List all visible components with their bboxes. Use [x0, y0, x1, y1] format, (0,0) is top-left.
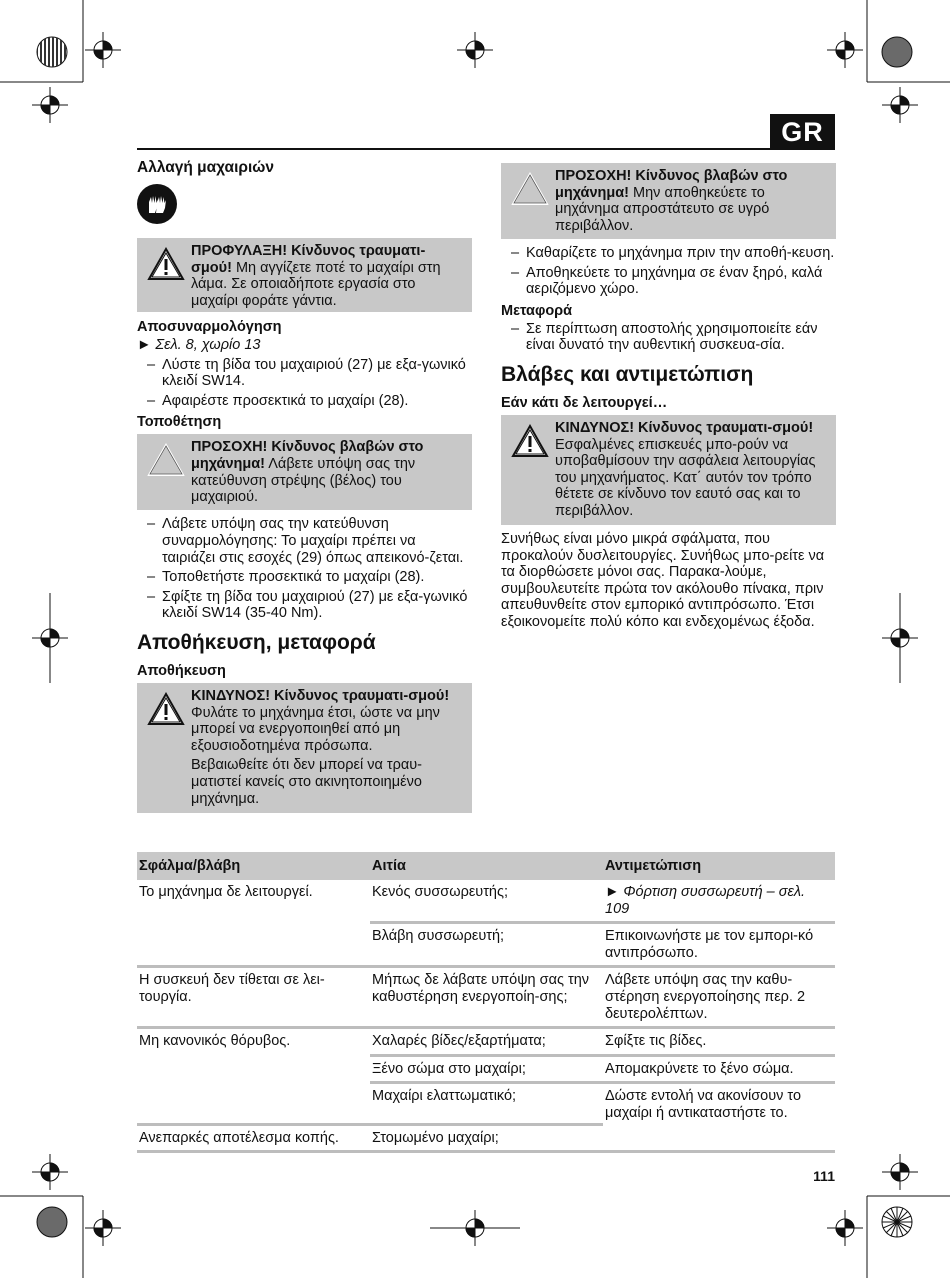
cell-remedy: ► Φόρτιση συσσωρευτή – σελ. 109	[603, 880, 835, 924]
cell-remedy: Επικοινωνήστε με τον εμπορι-κό αντιπρόσωπο.	[603, 924, 835, 968]
cell-fault: Η συσκευή δεν τίθεται σε λει-τουργία.	[137, 968, 370, 1029]
cell-cause: Ξένο σώμα στο μαχαίρι;	[370, 1057, 603, 1085]
warning-box-injury	[137, 238, 472, 312]
warning-title: ΠΡΟΣΟΧΗ! Κίνδυνος βλαβών στο μηχάνημα!	[191, 439, 424, 472]
cell-remedy: Απομακρύνετε το ξένο σώμα.	[603, 1057, 835, 1085]
warning-text: Φυλάτε το μηχάνημα έτσι, ώστε να μην μπορεί να ενεργοποιηθεί από μη εξουσιοδοτημένα πρόσωπα.	[191, 704, 440, 754]
cell-fault	[137, 1057, 370, 1085]
troubleshooting-table	[137, 852, 835, 1153]
gloves-icon	[137, 184, 177, 224]
table-row	[137, 1084, 835, 1125]
transport-steps	[501, 321, 836, 354]
warning-title: ΠΡΟΣΟΧΗ! Κίνδυνος βλαβών στο μηχάνημα!	[555, 168, 788, 201]
cell-fault	[137, 924, 370, 968]
header-remedy: Αντιμετώπιση	[605, 857, 702, 874]
list-item: – Καθαρίζετε το μηχάνημα πριν την αποθή-κευση.	[501, 245, 836, 262]
cell-cause: Χαλαρές βίδες/εξαρτήματα;	[370, 1029, 603, 1057]
heading-transport: Μεταφορά	[501, 302, 573, 319]
cell-cause: Στομωμένο μαχαίρι;	[370, 1126, 603, 1154]
cell-cause: Κενός συσσωρευτής;	[370, 880, 603, 924]
list-item: – Λύστε τη βίδα του μαχαιριού (27) με εξα-γωνικό κλειδί SW14.	[137, 357, 472, 390]
right-column	[501, 163, 836, 631]
cell-fault	[137, 1084, 370, 1125]
heading-storage: Αποθήκευση	[137, 662, 226, 679]
list-item: – Αφαιρέστε προσεκτικά το μαχαίρι (28).	[137, 393, 472, 410]
caution-triangle-icon	[141, 439, 191, 505]
list-item: – Αποθηκεύετε το μηχάνημα σε έναν ξηρό, καλά αεριζόμενο χώρο.	[501, 265, 836, 298]
table-row	[137, 1126, 835, 1154]
cell-cause: Μήπως δε λάβατε υπόψη σας την καθυστέρηση ενεργοποίη-σης;	[370, 968, 603, 1029]
header-cause: Αιτία	[372, 857, 406, 874]
warning-title: ΚΙΝΔΥΝΟΣ! Κίνδυνος τραυματι-σμού!	[191, 687, 450, 704]
heading-installation: Τοποθέτηση	[137, 414, 222, 431]
cell-remedy: Σφίξτε τις βίδες.	[603, 1029, 835, 1057]
cell-cause: Μαχαίρι ελαττωματικό;	[370, 1084, 603, 1125]
cell-remedy: Δώστε εντολή να ακονίσουν το μαχαίρι ή αντικαταστήστε το.	[605, 1088, 802, 1121]
warning-text-2: Βεβαιωθείτε ότι δεν μπορεί να τραυ-ματιστεί κανείς στο ακινητοποιημένο μηχάνημα.	[191, 757, 422, 807]
warning-text: Μην αποθηκεύετε το μηχάνημα απροστάτευτο σε υγρό περιβάλλον.	[555, 184, 770, 234]
warning-box-danger-storage	[137, 683, 472, 813]
list-item: – Τοποθετήστε προσεκτικά το μαχαίρι (28).	[137, 569, 472, 586]
table-header	[137, 852, 835, 880]
heading-disassembly: Αποσυναρμολόγηση	[137, 319, 282, 335]
heading-blade-change: Αλλαγή μαχαιριών	[137, 159, 274, 176]
warning-box-damage	[137, 434, 472, 510]
disassembly-steps	[137, 357, 472, 410]
language-badge: GR	[770, 114, 835, 150]
troubleshooting-paragraph: Συνήθως είναι μόνο μικρά σφάλματα, που προκαλούν δυσλειτουργίες. Συνήθως μπο-ρείτε να τα διορθώσετε μόνοι σας. Παρακα-λούμε, συμβουλευτείτε πρώτα τον ακόλουθο πίνακα, πριν απευθυνθείτε στον εμπορικό αντιπρόσωπο. Έτσι εξοικονομείτε πολύ κόπο και ενδεχομένως έξοδα.	[501, 530, 825, 630]
warning-text: Λάβετε υπόψη σας την κατεύθυνση στρέψης (βέλος) του μαχαιριού.	[191, 455, 416, 506]
page-number: 111	[813, 1168, 835, 1184]
table-row	[137, 1057, 835, 1085]
cell-remedy: Λάβετε υπόψη σας την καθυ-στέρηση ενεργοποίησης περ. 2 δευτερολέπτων.	[603, 968, 835, 1029]
caution-triangle-icon	[505, 168, 555, 234]
heading-storage-transport: Αποθήκευση, μεταφορά	[137, 630, 376, 654]
warning-text: Μη αγγίζετε ποτέ το μαχαίρι στη λάμα. Σε οποιαδήποτε εργασία στο μαχαίρι φοράτε γάντια.	[191, 259, 441, 309]
warning-box-damage-storage	[501, 163, 836, 239]
header-fault: Σφάλμα/βλάβη	[139, 857, 241, 874]
table-row	[137, 968, 835, 1029]
table-row	[137, 880, 835, 924]
warning-text: Εσφαλμένες επισκευές μπο-ρούν να υποβαθμίσουν την ασφάλεια λειτουργίας του μηχανήματος. Κατ΄ αυτόν τον τρόπο θέτετε σε κίνδυνο τον εαυτό σας και το περιβάλλον.	[555, 436, 816, 519]
heading-faults: Βλάβες και αντιμετώπιση	[501, 362, 754, 386]
list-item: – Σε περίπτωση αποστολής χρησιμοποιείτε εάν είναι δυνατό την αυθεντική συσκευα-σία.	[501, 321, 836, 354]
warning-box-danger-repair	[501, 415, 836, 525]
warning-title: ΚΙΝΔΥΝΟΣ! Κίνδυνος τραυματι-σμού!	[555, 419, 814, 436]
page-reference: ► Σελ. 8, χωρίο 13	[137, 337, 261, 353]
cell-fault: Μη κανονικός θόρυβος.	[139, 1033, 291, 1050]
cell-remedy	[603, 1126, 835, 1154]
warning-title: ΠΡΟΦΥΛΑΞΗ! Κίνδυνος τραυματι-σμού!	[191, 243, 426, 276]
storage-steps	[501, 245, 836, 298]
cell-fault: Ανεπαρκές αποτέλεσμα κοπής.	[137, 1126, 370, 1154]
warning-triangle-icon	[141, 243, 191, 307]
heading-not-working: Εάν κάτι δε λειτουργεί…	[501, 394, 668, 411]
table-row	[137, 924, 835, 968]
header-rule	[137, 148, 835, 150]
left-column	[137, 158, 472, 819]
warning-triangle-icon	[505, 420, 555, 520]
list-item: – Σφίξτε τη βίδα του μαχαιριού (27) με εξα-γωνικό κλειδί SW14 (35-40 Nm).	[137, 589, 472, 622]
list-item: – Λάβετε υπόψη σας την κατεύθυνση συναρμολόγησης: Το μαχαίρι πρέπει να ταιριάζει στις εσοχές (29) όπως απεικονό-ζεται.	[137, 516, 472, 566]
cell-fault: Το μηχάνημα δε λειτουργεί.	[139, 884, 313, 900]
table-row	[137, 1029, 835, 1057]
warning-triangle-icon	[141, 688, 191, 808]
cell-cause: Βλάβη συσσωρευτή;	[370, 924, 603, 968]
installation-steps	[137, 516, 472, 622]
